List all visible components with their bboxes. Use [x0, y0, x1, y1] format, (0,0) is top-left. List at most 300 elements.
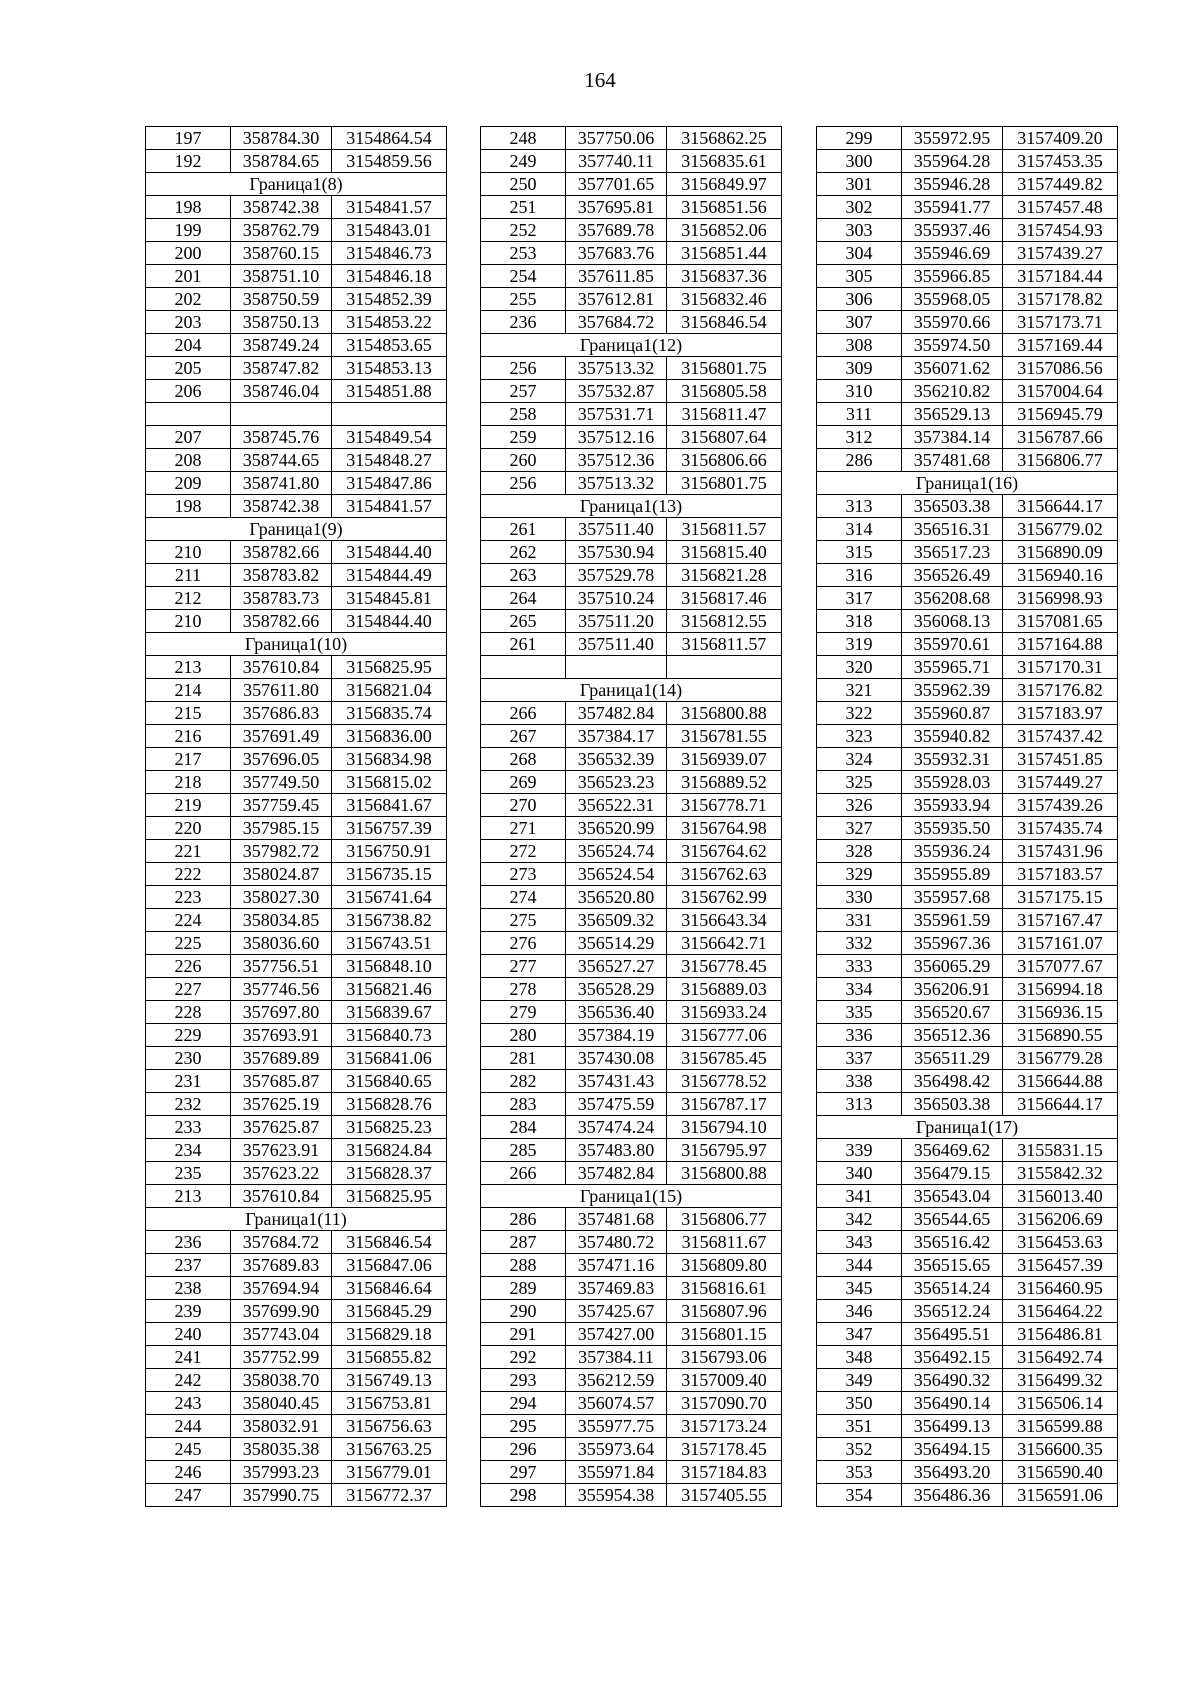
y-coordinate-cell: 3156757.39: [332, 817, 447, 840]
table-row: [481, 1438, 782, 1461]
point-number-cell: 281: [481, 1047, 566, 1070]
y-coordinate-cell: 3156793.06: [667, 1346, 782, 1369]
table-row: [481, 426, 782, 449]
table-row: [481, 702, 782, 725]
y-coordinate-cell: 3156840.73: [332, 1024, 447, 1047]
y-coordinate-cell: 3156812.55: [667, 610, 782, 633]
y-coordinate-cell: 3156492.74: [1003, 1346, 1118, 1369]
point-number-cell: 334: [817, 978, 902, 1001]
x-coordinate-cell: 355955.89: [902, 863, 1003, 886]
point-number-cell: 342: [817, 1208, 902, 1231]
y-coordinate-cell: 3157178.82: [1003, 288, 1118, 311]
table-row: [146, 1346, 447, 1369]
y-coordinate-cell: 3154853.13: [332, 357, 447, 380]
table-row: [146, 840, 447, 863]
x-coordinate-cell: 357512.36: [566, 449, 667, 472]
x-coordinate-cell: 356503.38: [902, 495, 1003, 518]
x-coordinate-cell: 356511.29: [902, 1047, 1003, 1070]
point-number-cell: 266: [481, 702, 566, 725]
x-coordinate-cell: 357625.19: [231, 1093, 332, 1116]
table-row: [481, 748, 782, 771]
table-row: [481, 1208, 782, 1231]
table-row: [146, 1047, 447, 1070]
point-number-cell: 283: [481, 1093, 566, 1116]
y-coordinate-cell: 3156806.66: [667, 449, 782, 472]
x-coordinate-cell: 357695.81: [566, 196, 667, 219]
y-coordinate-cell: 3157169.44: [1003, 334, 1118, 357]
table-row: [817, 886, 1118, 909]
y-coordinate-cell: 3156855.82: [332, 1346, 447, 1369]
point-number-cell: 327: [817, 817, 902, 840]
x-coordinate-cell: 356532.39: [566, 748, 667, 771]
x-coordinate-cell: 356490.32: [902, 1369, 1003, 1392]
x-coordinate-cell: 356494.15: [902, 1438, 1003, 1461]
x-coordinate-cell: 358745.76: [231, 426, 332, 449]
table-row: [146, 817, 447, 840]
table-row: [817, 196, 1118, 219]
table-row: [817, 978, 1118, 1001]
y-coordinate-cell: 3156787.66: [1003, 426, 1118, 449]
point-number-cell: 208: [146, 449, 231, 472]
table-row: [146, 610, 447, 633]
table-row: [817, 449, 1118, 472]
x-coordinate-cell: 357982.72: [231, 840, 332, 863]
y-coordinate-cell: 3156644.17: [1003, 1093, 1118, 1116]
x-coordinate-cell: 356528.29: [566, 978, 667, 1001]
point-number-cell: 288: [481, 1254, 566, 1277]
table-row: [146, 1392, 447, 1415]
x-coordinate-cell: 358782.66: [231, 541, 332, 564]
x-coordinate-cell: 355941.77: [902, 196, 1003, 219]
y-coordinate-cell: 3156743.51: [332, 932, 447, 955]
y-coordinate-cell: 3157409.20: [1003, 127, 1118, 150]
y-coordinate-cell: 3156837.36: [667, 265, 782, 288]
table-row: [481, 909, 782, 932]
table-row: [146, 725, 447, 748]
table-row: [817, 403, 1118, 426]
table-row: [817, 334, 1118, 357]
boundary-header: Граница1(14): [481, 679, 782, 702]
table-row: [146, 1254, 447, 1277]
point-number-cell: 269: [481, 771, 566, 794]
point-number-cell: 236: [146, 1231, 231, 1254]
table-row: [481, 1323, 782, 1346]
y-coordinate-cell: 3156825.23: [332, 1116, 447, 1139]
y-coordinate-cell: 3156825.95: [332, 1185, 447, 1208]
table-row: [817, 1461, 1118, 1484]
point-number-cell: 263: [481, 564, 566, 587]
point-number-cell: 340: [817, 1162, 902, 1185]
point-number-cell: 278: [481, 978, 566, 1001]
y-coordinate-cell: 3154844.40: [332, 610, 447, 633]
table-row: [481, 725, 782, 748]
point-number-cell: 299: [817, 127, 902, 150]
y-coordinate-cell: 3156841.06: [332, 1047, 447, 1070]
table-row: [481, 265, 782, 288]
x-coordinate-cell: 357743.04: [231, 1323, 332, 1346]
point-number-cell: 257: [481, 380, 566, 403]
table-row: [817, 909, 1118, 932]
point-number-cell: 220: [146, 817, 231, 840]
table-row: [146, 1277, 447, 1300]
table-row: [817, 518, 1118, 541]
table-row: [817, 1369, 1118, 1392]
boundary-header-row: [481, 495, 782, 518]
x-coordinate-cell: 357474.24: [566, 1116, 667, 1139]
boundary-header-row: [146, 1208, 447, 1231]
table-row: [481, 173, 782, 196]
point-number-cell: 218: [146, 771, 231, 794]
table-row: [146, 1484, 447, 1507]
y-coordinate-cell: 3156811.67: [667, 1231, 782, 1254]
table-row: [481, 955, 782, 978]
y-coordinate-cell: 3156453.63: [1003, 1231, 1118, 1254]
boundary-header-row: [817, 472, 1118, 495]
x-coordinate-cell: 355964.28: [902, 150, 1003, 173]
point-number-cell: 225: [146, 932, 231, 955]
table-row: [146, 449, 447, 472]
y-coordinate-cell: 3154864.54: [332, 127, 447, 150]
point-number-cell: 289: [481, 1277, 566, 1300]
point-number-cell: 336: [817, 1024, 902, 1047]
table-row: [146, 219, 447, 242]
point-number-cell: 290: [481, 1300, 566, 1323]
x-coordinate-cell: 355970.66: [902, 311, 1003, 334]
table-row: [481, 633, 782, 656]
point-number-cell: 211: [146, 564, 231, 587]
point-number-cell: 271: [481, 817, 566, 840]
x-coordinate-cell: 357482.84: [566, 702, 667, 725]
point-number-cell: 350: [817, 1392, 902, 1415]
x-coordinate-cell: 357691.49: [231, 725, 332, 748]
table-row: [817, 725, 1118, 748]
x-coordinate-cell: 357483.80: [566, 1139, 667, 1162]
y-coordinate-cell: 3156998.93: [1003, 587, 1118, 610]
point-number-cell: 341: [817, 1185, 902, 1208]
y-coordinate-cell: 3156939.07: [667, 748, 782, 771]
point-number-cell: 326: [817, 794, 902, 817]
y-coordinate-cell: 3156821.46: [332, 978, 447, 1001]
x-coordinate-cell: 357985.15: [231, 817, 332, 840]
point-number-cell: 268: [481, 748, 566, 771]
table-row: [146, 1438, 447, 1461]
point-number-cell: 333: [817, 955, 902, 978]
table-row: [146, 426, 447, 449]
y-coordinate-cell: 3156486.81: [1003, 1323, 1118, 1346]
table-row: [146, 357, 447, 380]
y-coordinate-cell: 3156835.74: [332, 702, 447, 725]
y-coordinate-cell: 3156848.10: [332, 955, 447, 978]
x-coordinate-cell: 358750.13: [231, 311, 332, 334]
x-coordinate-cell: 356544.65: [902, 1208, 1003, 1231]
table-row: [481, 656, 782, 679]
point-number-cell: 236: [481, 311, 566, 334]
table-row: [481, 1461, 782, 1484]
point-number-cell: 246: [146, 1461, 231, 1484]
x-coordinate-cell: 358747.82: [231, 357, 332, 380]
point-number-cell: 345: [817, 1277, 902, 1300]
table-row: [817, 380, 1118, 403]
boundary-header-row: [481, 679, 782, 702]
y-coordinate-cell: 3156762.99: [667, 886, 782, 909]
point-number-cell: 264: [481, 587, 566, 610]
point-number-cell: 335: [817, 1001, 902, 1024]
y-coordinate-cell: 3156779.01: [332, 1461, 447, 1484]
x-coordinate-cell: 357510.24: [566, 587, 667, 610]
y-coordinate-cell: [332, 403, 447, 426]
y-coordinate-cell: 3156816.61: [667, 1277, 782, 1300]
y-coordinate-cell: 3157173.24: [667, 1415, 782, 1438]
boundary-header-row: [481, 334, 782, 357]
point-number-cell: 237: [146, 1254, 231, 1277]
table-row: [481, 1415, 782, 1438]
table-row: [817, 702, 1118, 725]
point-number-cell: 248: [481, 127, 566, 150]
x-coordinate-cell: 357475.59: [566, 1093, 667, 1116]
boundary-header-row: [481, 1185, 782, 1208]
boundary-header: Граница1(11): [146, 1208, 447, 1231]
x-coordinate-cell: [566, 656, 667, 679]
point-number-cell: 205: [146, 357, 231, 380]
x-coordinate-cell: 358744.65: [231, 449, 332, 472]
point-number-cell: 252: [481, 219, 566, 242]
x-coordinate-cell: 357511.40: [566, 633, 667, 656]
point-number-cell: 338: [817, 1070, 902, 1093]
table-row: [817, 150, 1118, 173]
y-coordinate-cell: 3156851.44: [667, 242, 782, 265]
table-row: [146, 1024, 447, 1047]
point-number-cell: 262: [481, 541, 566, 564]
y-coordinate-cell: 3156779.28: [1003, 1047, 1118, 1070]
table-row: [817, 242, 1118, 265]
x-coordinate-cell: 355957.68: [902, 886, 1003, 909]
y-coordinate-cell: 3156846.64: [332, 1277, 447, 1300]
y-coordinate-cell: 3156832.46: [667, 288, 782, 311]
y-coordinate-cell: 3157175.15: [1003, 886, 1118, 909]
point-number-cell: 346: [817, 1300, 902, 1323]
table-row: [481, 1300, 782, 1323]
table-row: [481, 380, 782, 403]
table-row: [817, 219, 1118, 242]
point-number-cell: 243: [146, 1392, 231, 1415]
y-coordinate-cell: 3156801.75: [667, 357, 782, 380]
boundary-header: Граница1(9): [146, 518, 447, 541]
point-number-cell: 292: [481, 1346, 566, 1369]
point-number-cell: 215: [146, 702, 231, 725]
y-coordinate-cell: 3156821.04: [332, 679, 447, 702]
y-coordinate-cell: 3156839.67: [332, 1001, 447, 1024]
y-coordinate-cell: 3156862.25: [667, 127, 782, 150]
y-coordinate-cell: 3154853.22: [332, 311, 447, 334]
point-number-cell: 273: [481, 863, 566, 886]
x-coordinate-cell: 358762.79: [231, 219, 332, 242]
point-number-cell: 266: [481, 1162, 566, 1185]
x-coordinate-cell: 358742.38: [231, 495, 332, 518]
table-row: [481, 564, 782, 587]
y-coordinate-cell: 3156945.79: [1003, 403, 1118, 426]
y-coordinate-cell: 3156778.71: [667, 794, 782, 817]
table-row: [146, 1300, 447, 1323]
table-row: [146, 1093, 447, 1116]
table-row: [481, 196, 782, 219]
x-coordinate-cell: 355946.69: [902, 242, 1003, 265]
table-row: [146, 1415, 447, 1438]
y-coordinate-cell: 3156811.57: [667, 633, 782, 656]
point-number-cell: 212: [146, 587, 231, 610]
point-number-cell: 297: [481, 1461, 566, 1484]
point-number-cell: 274: [481, 886, 566, 909]
point-number-cell: 253: [481, 242, 566, 265]
point-number-cell: 259: [481, 426, 566, 449]
x-coordinate-cell: 357689.89: [231, 1047, 332, 1070]
x-coordinate-cell: 355974.50: [902, 334, 1003, 357]
x-coordinate-cell: 357427.00: [566, 1323, 667, 1346]
table-row: [146, 495, 447, 518]
y-coordinate-cell: 3157173.71: [1003, 311, 1118, 334]
table-row: [817, 1438, 1118, 1461]
table-row: [481, 1139, 782, 1162]
table-row: [817, 541, 1118, 564]
table-row: [146, 196, 447, 219]
y-coordinate-cell: 3156845.29: [332, 1300, 447, 1323]
table-row: [146, 472, 447, 495]
point-number-cell: 307: [817, 311, 902, 334]
table-row: [817, 564, 1118, 587]
point-number-cell: 309: [817, 357, 902, 380]
y-coordinate-cell: 3156800.88: [667, 1162, 782, 1185]
x-coordinate-cell: 358027.30: [231, 886, 332, 909]
point-number-cell: 270: [481, 794, 566, 817]
x-coordinate-cell: 355954.38: [566, 1484, 667, 1507]
boundary-header: Граница1(12): [481, 334, 782, 357]
point-number-cell: 217: [146, 748, 231, 771]
x-coordinate-cell: 357512.16: [566, 426, 667, 449]
x-coordinate-cell: 357686.83: [231, 702, 332, 725]
point-number-cell: 238: [146, 1277, 231, 1300]
table-row: [481, 863, 782, 886]
point-number-cell: 304: [817, 242, 902, 265]
coordinates-table-column-2: [480, 126, 782, 1507]
y-coordinate-cell: 3154841.57: [332, 495, 447, 518]
table-row: [817, 1001, 1118, 1024]
y-coordinate-cell: 3156821.28: [667, 564, 782, 587]
y-coordinate-cell: 3156815.02: [332, 771, 447, 794]
point-number-cell: 332: [817, 932, 902, 955]
table-row: [817, 794, 1118, 817]
x-coordinate-cell: 357425.67: [566, 1300, 667, 1323]
y-coordinate-cell: 3156851.56: [667, 196, 782, 219]
y-coordinate-cell: 3156889.03: [667, 978, 782, 1001]
y-coordinate-cell: 3156591.06: [1003, 1484, 1118, 1507]
y-coordinate-cell: 3156840.65: [332, 1070, 447, 1093]
table-row: [817, 633, 1118, 656]
table-row: [146, 288, 447, 311]
point-number-cell: 318: [817, 610, 902, 633]
table-row: [817, 771, 1118, 794]
point-number-cell: 349: [817, 1369, 902, 1392]
x-coordinate-cell: 357511.40: [566, 518, 667, 541]
y-coordinate-cell: 3156807.96: [667, 1300, 782, 1323]
table-row: [481, 771, 782, 794]
y-coordinate-cell: 3156835.61: [667, 150, 782, 173]
x-coordinate-cell: 355967.36: [902, 932, 1003, 955]
point-number-cell: 229: [146, 1024, 231, 1047]
y-coordinate-cell: 3154841.57: [332, 196, 447, 219]
x-coordinate-cell: 357625.87: [231, 1116, 332, 1139]
y-coordinate-cell: 3156809.80: [667, 1254, 782, 1277]
y-coordinate-cell: 3156889.52: [667, 771, 782, 794]
table-row: [817, 587, 1118, 610]
y-coordinate-cell: 3156806.77: [1003, 449, 1118, 472]
x-coordinate-cell: 357610.84: [231, 656, 332, 679]
point-number-cell: 294: [481, 1392, 566, 1415]
table-row: [481, 219, 782, 242]
y-coordinate-cell: 3157009.40: [667, 1369, 782, 1392]
table-row: [146, 1139, 447, 1162]
y-coordinate-cell: 3154846.73: [332, 242, 447, 265]
x-coordinate-cell: 358742.38: [231, 196, 332, 219]
point-number-cell: 224: [146, 909, 231, 932]
table-row: [817, 748, 1118, 771]
table-row: [817, 1231, 1118, 1254]
table-row: [146, 150, 447, 173]
boundary-header-row: [146, 633, 447, 656]
x-coordinate-cell: 357529.78: [566, 564, 667, 587]
table-row: [817, 288, 1118, 311]
boundary-header: Граница1(17): [817, 1116, 1118, 1139]
x-coordinate-cell: 356520.67: [902, 1001, 1003, 1024]
x-coordinate-cell: 356517.23: [902, 541, 1003, 564]
x-coordinate-cell: 355962.39: [902, 679, 1003, 702]
x-coordinate-cell: 356486.36: [902, 1484, 1003, 1507]
y-coordinate-cell: 3157451.85: [1003, 748, 1118, 771]
point-number-cell: 256: [481, 357, 566, 380]
x-coordinate-cell: 357532.87: [566, 380, 667, 403]
table-row: [817, 1070, 1118, 1093]
point-number-cell: 296: [481, 1438, 566, 1461]
y-coordinate-cell: 3156936.15: [1003, 1001, 1118, 1024]
table-row: [481, 1369, 782, 1392]
table-row: [817, 173, 1118, 196]
x-coordinate-cell: 356543.04: [902, 1185, 1003, 1208]
x-coordinate-cell: 356514.29: [566, 932, 667, 955]
table-row: [481, 840, 782, 863]
table-row: [481, 1254, 782, 1277]
x-coordinate-cell: 357759.45: [231, 794, 332, 817]
point-number-cell: 232: [146, 1093, 231, 1116]
point-number-cell: 234: [146, 1139, 231, 1162]
table-row: [481, 449, 782, 472]
point-number-cell: 325: [817, 771, 902, 794]
y-coordinate-cell: 3156778.52: [667, 1070, 782, 1093]
x-coordinate-cell: 355970.61: [902, 633, 1003, 656]
x-coordinate-cell: 357513.32: [566, 472, 667, 495]
y-coordinate-cell: 3156762.63: [667, 863, 782, 886]
table-row: [817, 1047, 1118, 1070]
y-coordinate-cell: 3157183.57: [1003, 863, 1118, 886]
y-coordinate-cell: 3154843.01: [332, 219, 447, 242]
y-coordinate-cell: 3156807.64: [667, 426, 782, 449]
point-number-cell: 308: [817, 334, 902, 357]
y-coordinate-cell: 3157178.45: [667, 1438, 782, 1461]
y-coordinate-cell: 3156779.02: [1003, 518, 1118, 541]
x-coordinate-cell: 358749.24: [231, 334, 332, 357]
point-number-cell: 230: [146, 1047, 231, 1070]
table-row: [817, 127, 1118, 150]
y-coordinate-cell: 3156890.09: [1003, 541, 1118, 564]
x-coordinate-cell: 358040.45: [231, 1392, 332, 1415]
point-number-cell: 210: [146, 610, 231, 633]
